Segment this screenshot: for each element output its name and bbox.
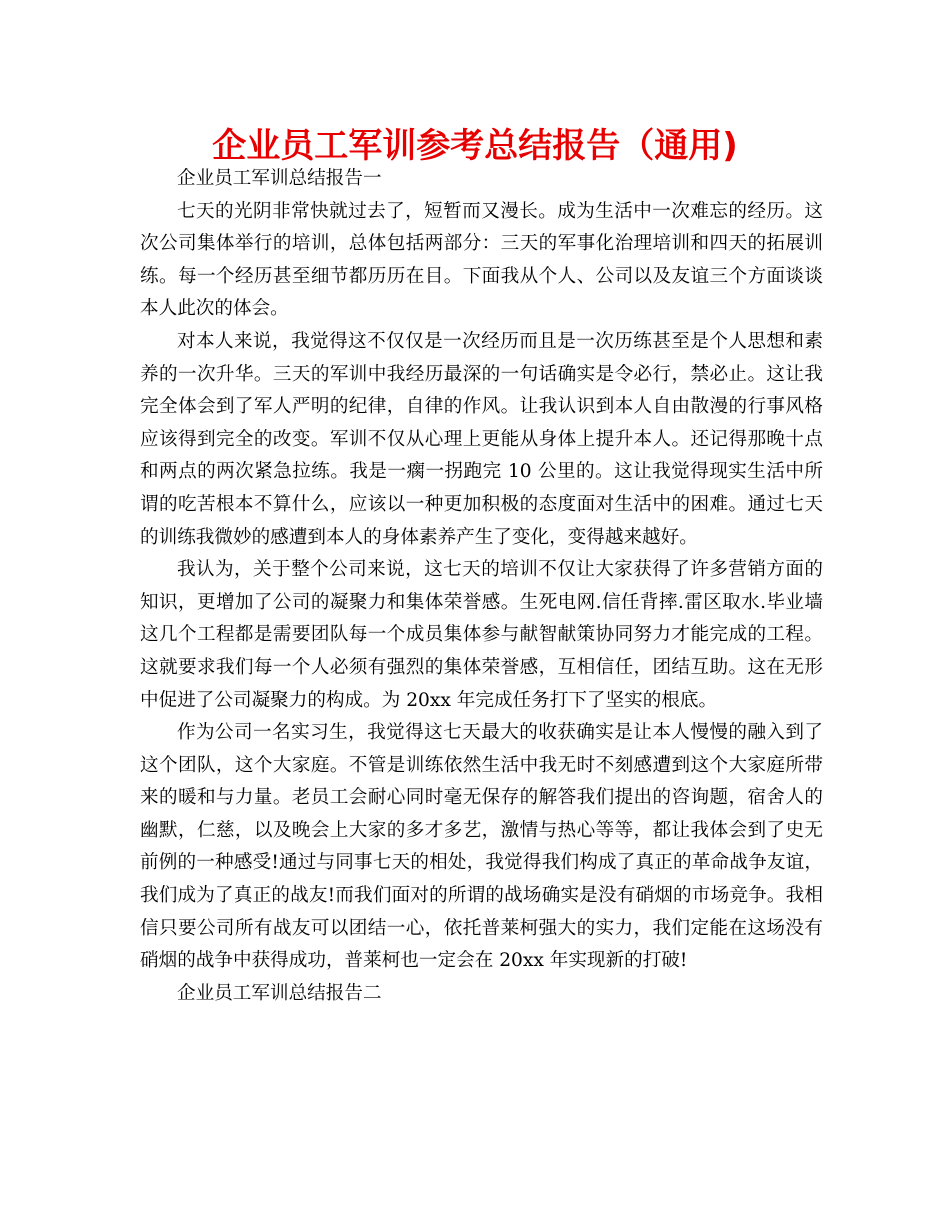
section-heading-1: 企业员工军训总结报告一 [177,168,382,189]
paragraph: 对本人来说，我觉得这不仅仅是一次经历而且是一次历练甚至是个人思想和素养的一次升华。三天的军训中我经历最深的一句话确实是令必行，禁必止。这让我完全体会到了军人严明的纪律，自律的作风。让我认识到本人自由散漫的行事风格应该得到完全的改变。军训不仅从心理上更能从身体上提升本人。还记得那晚十点和两点的两次紧急拉练。我是一瘸一拐跑完 10 公里的。这让我觉得现实生活中所谓的吃苦根本不算什么，应该以一种更加积极的态度面对生活中的困难。通过七天的训练我微妙的感遭到本人的身体素养产生了变化，变得越来越好。 [140,330,823,548]
document-body [140,163,823,1010]
paragraph: 作为公司一名实习生，我觉得这七天最大的收获确实是让本人慢慢的融入到了这个团队，这个大家庭。不管是训练依然生活中我无时不刻感遭到这个大家庭所带来的暖和与力量。老员工会耐心同时毫无保存的解答我们提出的咨询题，宿舍人的幽默，仁慈，以及晚会上大家的多才多艺，激情与热心等等，都让我体会到了史无前例的一种感受!通过与同事七天的相处，我觉得我们构成了真正的革命战争友谊，我们成为了真正的战友!而我们面对的所谓的战场确实是没有硝烟的市场竞争。我相信只要公司所有战友可以团结一心，依托普莱柯强大的实力，我们定能在这场没有硝烟的战争中获得成功，普莱柯也一定会在 20xx 年实现新的打破! [140,722,823,972]
document-title: 企业员工军训参考总结报告（通用) [212,126,738,166]
section-heading-2: 企业员工军训总结报告二 [177,982,382,1004]
paragraph: 七天的光阴非常快就过去了，短暂而又漫长。成为生活中一次难忘的经历。这次公司集体举行的培训，总体包括两部分：三天的军事化治理培训和四天的拓展训练。每一个经历甚至细节都历历在目。下面我从个人、公司以及友谊三个方面谈谈本人此次的体会。 [140,200,823,320]
paragraph: 我认为，关于整个公司来说，这七天的培训不仅让大家获得了许多营销方面的知识，更增加了公司的凝聚力和集体荣誉感。生死电网.信任背摔.雷区取水.毕业墙这几个工程都是需要团队每一个成员集体参与献智献策协同努力才能完成的工程。这就要求我们每一个人必须有强烈的集体荣誉感，互相信任，团结互助。这在无形中促进了公司凝聚力的构成。为 20xx 年完成任务打下了坚实的根底。 [140,559,823,711]
